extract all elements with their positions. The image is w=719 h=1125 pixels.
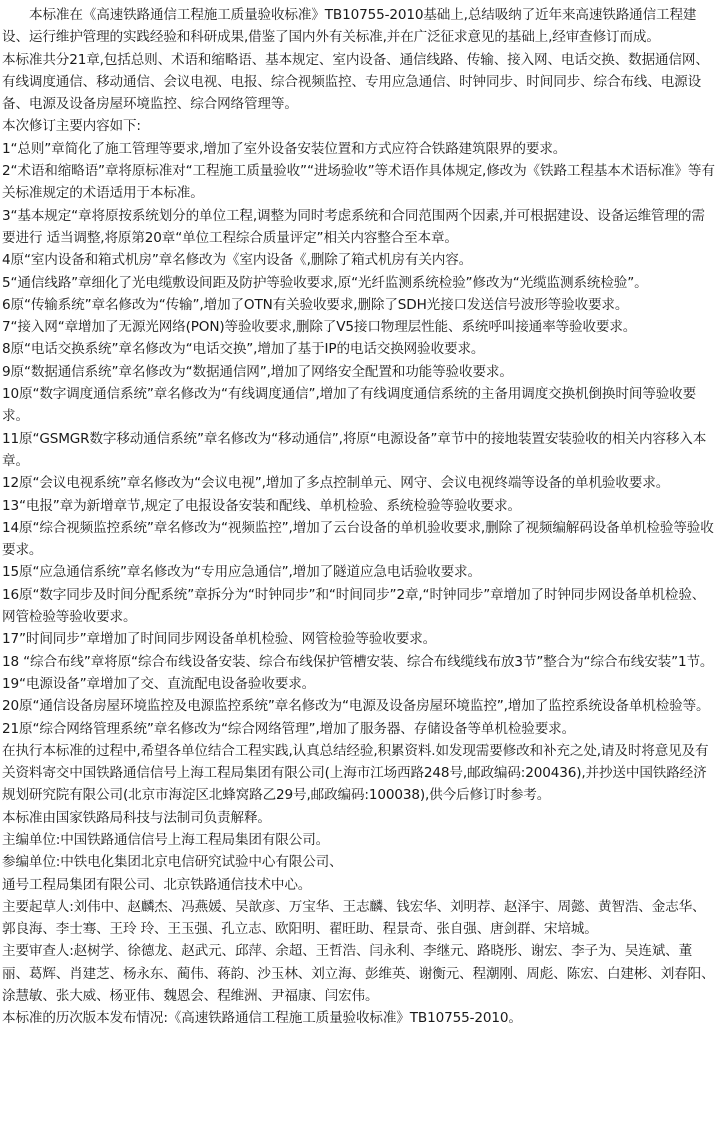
paragraph: 21原“综合网络管理系统”章名修改为“综合网络管理”,增加了服务器、存储设备等单机检验要求。 [2, 720, 576, 737]
paragraph: 8原“电话交换系统”章名修改为“电话交换”,增加了基于IP的电话交换网验收要求。 [2, 341, 485, 358]
paragraph: 本标准由国家铁路局科技与法制司负责解释。 [2, 809, 271, 826]
paragraph: 16原“数字同步及时间分配系统”章拆分为“时钟同步”和“时间同步”2章,“时钟同步”章增加了时钟同步网设备单机检验、网管检验等验收要求。 [2, 586, 706, 626]
paragraph: 19“电源设备”章增加了交、直流配电设备验收要求。 [2, 675, 316, 692]
paragraph: 12原“会议电视系统”章名修改为“会议电视”,增加了多点控制单元、网守、会议电视终端等设备的单机验收要求。 [2, 475, 670, 492]
paragraph: 3“基本规定“章将原按系统划分的单位工程,调整为同时考虑系统和合同范围两个因素,并可根据建设、设备运维管理的需要进行 适当调整,将原第20章“单位工程综合质量评定”相关内容整合至本章。 [2, 207, 705, 246]
paragraph: 本次修订主要内容如下: [2, 118, 141, 135]
paragraph: 15原“应急通信系统”章名修改为“专用应急通信”,增加了隧道应急电话验收要求。 [2, 564, 481, 581]
paragraph: 2“术语和缩略语”章将原标准对“工程施工质量验收”“进场验收”等术语作具体规定,修改为《铁路工程基本术语标准》等有关标准规定的术语适用于本标准。 [2, 163, 715, 202]
paragraph: 7“接入网“章增加了无源光网络(PON)等验收要求,删除了V5接口物理层性能、系统呼叫接通率等验收要求。 [2, 319, 637, 336]
paragraph: 本标准的历次版本发布情况:《高速铁路通信工程施工质量验收标准》TB10755-2010。 [2, 1010, 522, 1027]
paragraph: 主编单位:中国铁路通信信号上海工程局集团有限公司。 [2, 831, 330, 848]
paragraph: 参编单位:中铁电化集团北京电信研究试验中心有限公司、 [2, 854, 343, 871]
paragraph: 18 “综合布线”章将原“综合布线设备安装、综合布线保护管槽安装、综合布线缆线布放3节”整合为“综合布线安装”1节。 [2, 653, 714, 670]
paragraph: 在执行本标准的过程中,希望各单位结合工程实践,认真总结经验,积累资料.如发现需要修改和补充之处,请及时将意见及有关资料寄交中国铁路通信信号上海工程局集团有限公司(上海市江场西路248号,邮政编码:200436),并抄送中国铁路经济规划研究院有限公司(北京市海淀区北蜂窝路乙29号,邮政编码:100038),供今后修订时参考。 [2, 742, 709, 804]
paragraph: 1“总则”章简化了施工管理等要求,增加了室外设备安装位置和方式应符合铁路建筑限界的要求。 [2, 140, 567, 157]
paragraph: 17”时间同步”章增加了时间同步网设备单机检验、网管检验等验收要求。 [2, 631, 437, 648]
paragraph: 6原“传输系统”章名修改为“传输”,增加了OTN有关验收要求,删除了SDH光接口发送信号波形等验收要求。 [2, 296, 629, 313]
paragraph: 5“通信线路”章细化了光电缆敷设间距及防护等验收要求,原“光纤监测系统检验”修改为“光缆监测系统检验”。 [2, 274, 648, 291]
paragraph: 4原“室内设备和箱式机房”章名修改为《室内设备《,删除了箱式机房有关内容。 [2, 252, 473, 269]
paragraph: 11原“GSMGR数字移动通信系统”章名修改为“移动通信”,将原“电源设备”章节中的接地装置安装验收的相关内容移入本章。 [2, 430, 707, 469]
paragraph: 本标准在《高速铁路通信工程施工质量验收标准》TB10755-2010基础上,总结吸纳了近年来高速铁路通信工程建设、运行维护管理的实践经验和科研成果,借鉴了国内外有关标准,并在广泛征求意见的基础上,经审查修订而成。 [2, 7, 697, 46]
paragraph: 20原“通信设备房屋环境监控及电源监控系统”章名修改为“电源及设备房屋环境监控”,增加了监控系统设备单机检验等。 [2, 698, 710, 715]
paragraph: 13“电报”章为新增章节,规定了电报设备安装和配线、单机检验、系统检验等验收要求。 [2, 497, 521, 514]
paragraph: 主要审查人:赵树学、徐德龙、赵武元、邱萍、余超、王哲浩、闫永利、李继元、路晓彤、谢宏、李子为、吴连斌、董丽、葛辉、肖建芝、杨永东、蔺伟、蒋韵、沙玉林、刘立海、彭维英、谢衡元、程潮刚、周彪、陈宏、白建彬、刘春阳、涂慧敏、张大威、杨亚伟、魏恩会、程维洲、尹福康、闫宏伟。 [2, 943, 715, 1005]
paragraph: 10原“数字调度通信系统”章名修改为“有线调度通信”,增加了有线调度通信系统的主备用调度交换机倒换时间等验收要求。 [2, 386, 697, 425]
paragraph: 本标准共分21章,包括总则、术语和缩略语、基本规定、室内设备、通信线路、传输、接入网、电话交换、数据通信网、有线调度通信、移动通信、会议电视、电报、综合视频监控、专用应急通信、时钟同步、时间同步、综合布线、电源设备、电源及设备房屋环境监控、综合网络管理等。 [2, 51, 709, 113]
paragraph: 主要起草人:刘伟中、赵麟杰、冯燕媛、吴歆彦、万宝华、王志麟、钱宏华、刘明荐、赵泽宇、周懿、黄智浩、金志华、郭良海、李士骞、王玲 玲、王玉强、孔立志、欧阳明、翟旺助、程景奇、张自强、唐剑群、宋培城。 [2, 898, 706, 938]
paragraph: 14原“综合视频监控系统”章名修改为“视频监控”,增加了云台设备的单机验收要求,删除了视频编解码设备单机检验等验收要求。 [2, 519, 714, 559]
paragraph: 通号工程局集团有限公司、北京铁路通信技术中心。 [2, 876, 312, 893]
paragraph: 9原“数据通信系统”章名修改为“数据通信网”,增加了网络安全配置和功能等验收要求。 [2, 363, 513, 380]
